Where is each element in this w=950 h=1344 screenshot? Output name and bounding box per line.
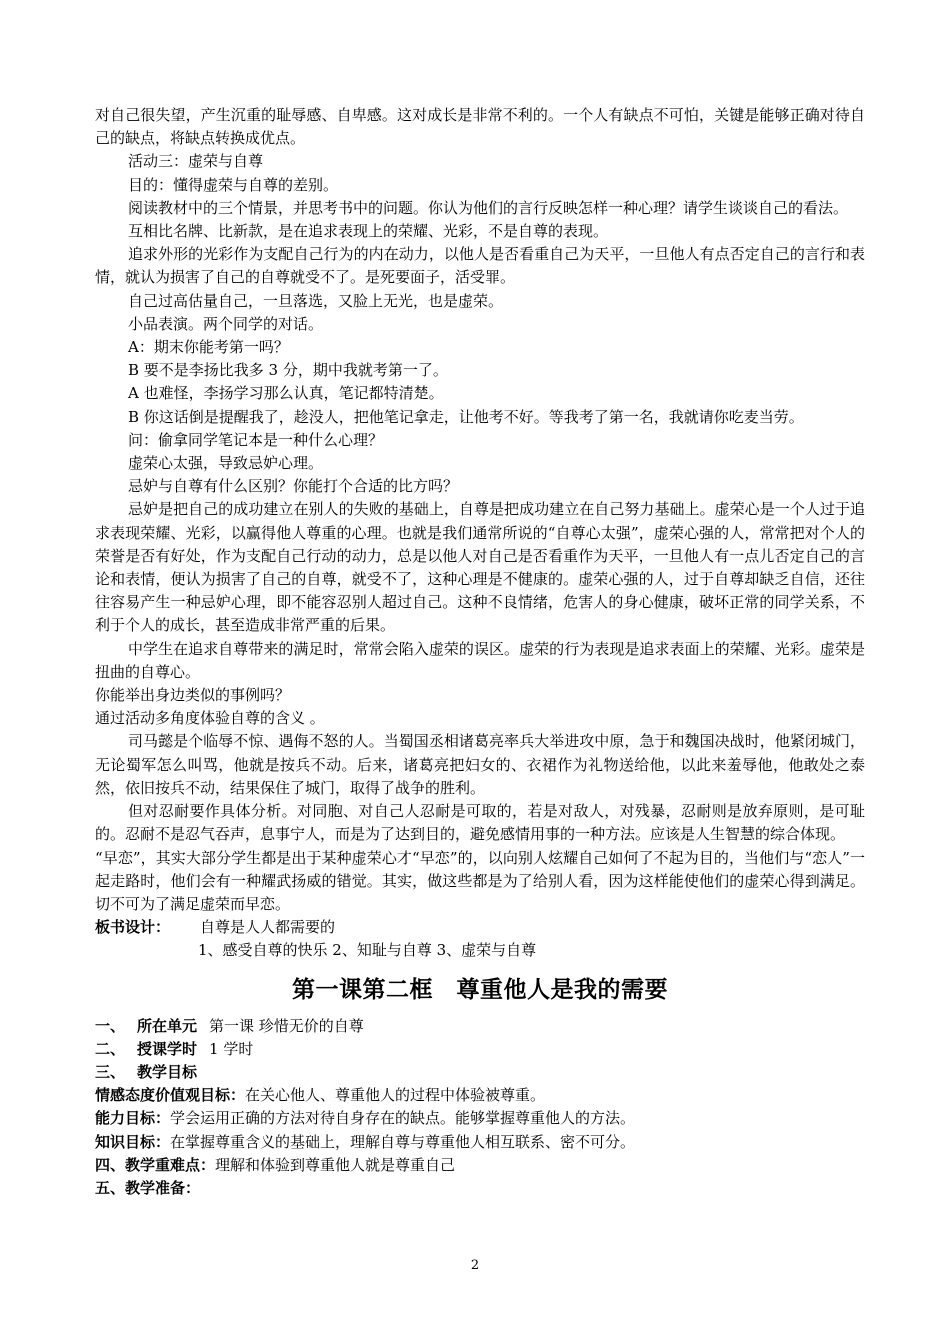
goal-value: 理解和体验到尊重他人就是尊重自己 [215,1155,456,1174]
goal-label: 能力目标： [95,1109,171,1128]
board-design-items: 1、感受自尊的快乐 2、知耻与自尊 3、虚荣与自尊 [198,941,537,960]
lesson-title: 第一课第二框 尊重他人是我的需要 [292,976,668,1003]
paragraph: 自己过高估量自己，一旦落选，又脸上无光，也是虚荣。 [128,291,504,310]
goal-label: 情感态度价值观目标： [95,1086,246,1105]
key-difficulty [95,1154,865,1177]
teaching-prep [95,1177,865,1200]
goal-value: 在掌握尊重含义的基础上，理解自尊与尊重他人相互联系、密不可分。 [170,1132,636,1151]
paragraph: 目的：懂得虚荣与自尊的差别。 [128,175,339,194]
board-design-label: 板书设计： [95,918,171,937]
dialogue-line: B 要不是李扬比我多 3 分，期中我就考第一了。 [128,361,448,380]
dialogue-line: A 也难怪，李扬学习那么认真，笔记都特清楚。 [128,384,444,403]
paragraph: 活动三：虚荣与自尊 [128,152,264,171]
board-design [95,916,865,939]
section-unit [95,1015,865,1038]
paragraph: 司马懿是个临辱不惊、遇侮不怒的人。当蜀国丞相诸葛亮率兵大举进攻中原，急于和魏国决战时，他紧闭城门，无论蜀军怎么叫骂，他就是按兵不动。后来，诸葛亮把妇女的、衣裙作为礼物送给他，以此来羞辱他，他敢处之泰然，依旧按兵不动，结果保住了城门，取得了战争的胜利。 [95,732,865,797]
paragraph: 小品表演。两个同学的对话。 [128,314,324,333]
dialogue-line: B 你这话倒是提醒我了，趁没人，把他笔记拿走，让他考不好。等我考了第一名，我就请你吃麦当劳。 [128,407,804,426]
paragraph: 忌妒与自尊有什么区别？你能打个合适的比方吗？ [128,477,459,496]
paragraph: 你能举出身边类似的事例吗？ [95,686,291,705]
paragraph: 问：偷拿同学笔记本是一种什么心理？ [128,430,384,449]
section-value: 第一课 珍惜无价的自尊 [209,1016,364,1035]
paragraph: 忌妒是把自己的成功建立在别人的失败的基础上，自尊是把成功建立在自己努力基础上。虚荣心是一个人过于追求表现荣耀、光彩，以赢得他人尊重的心理。也就是我们通常所说的“自尊心太强”，虚荣心强的人，常常把对个人的荣誉是否有好处，作为支配自己行动的动力，总是以他人对自己是否看重作为天平，一旦他人有一点儿否定自己的言论和表情，便认为损害了自己的自尊，就受不了，这种心理是不健康的。虚荣心强的人，过于自尊却缺乏自信，还往往容易产生一种忌妒心理，即不能容忍别人超过自己。这种不良情绪，危害人的身心健康，破坏正常的同学关系，不利于个人的成长，甚至造成非常严重的后果。 [95,500,865,635]
paragraph: 虚荣心太强，导致忌妒心理。 [128,454,324,473]
paragraph: 追求外形的光彩作为支配自己行为的内在动力，以他人是否看重自己为天平，一旦他人有点否定自己的言行和表情，就认为损害了自己的自尊就受不了。是死要面子，活受罪。 [95,245,865,287]
paragraph: 互相比名牌、比新款，是在追求表现上的荣耀、光彩，不是自尊的表现。 [128,222,609,241]
section-number: 三、 [95,1062,126,1081]
paragraph: 通过活动多角度体验自尊的含义 。 [95,709,325,728]
body-text [95,104,865,916]
paragraph: 中学生在追求自尊带来的满足时，常常会陷入虚荣的误区。虚荣的行为表现是追求表面上的荣耀、光彩。虚荣是扭曲的自尊心。 [95,639,865,681]
section-hours [95,1038,865,1061]
section-value: 1 学时 [209,1039,254,1058]
section-number: 一、 [95,1016,126,1035]
goal-emotion [95,1084,865,1107]
section-label: 教学目标 [137,1062,198,1081]
section-label: 授课学时 [137,1039,198,1058]
goal-label: 知识目标： [95,1132,171,1151]
goal-value: 在关心他人、尊重他人的过程中体验被尊重。 [245,1086,546,1105]
section-label: 所在单元 [137,1016,198,1035]
board-design-title: 自尊是人人都需要的 [200,918,336,937]
dialogue-line: A：期末你能考第一吗？ [128,338,289,357]
paragraph: “早恋”，其实大部分学生都是出于某种虚荣心才“早恋”的，以向别人炫耀自己如何了不起为目的，当他们与“恋人”一起走路时，他们会有一种耀武扬威的错觉。其实，做这些都是为了给别人看，因为这样能使他们的虚荣心得到满足。切不可为了满足虚荣而早恋。 [95,848,865,913]
page-number: 2 [470,1258,480,1273]
paragraph: 阅读教材中的三个情景，并思考书中的问题。你认为他们的言行反映怎样一种心理？请学生谈谈自己的看法。 [128,198,849,217]
goal-label: 四、教学重难点： [95,1155,216,1174]
section-number: 二、 [95,1039,126,1058]
goal-knowledge [95,1131,865,1154]
goal-value: 学会运用正确的方法对待自身存在的缺点。能够掌握尊重他人的方法。 [170,1109,636,1128]
paragraph: 但对忍耐要作具体分析。对同胞、对自己人忍耐是可取的，若是对敌人，对残暴，忍耐则是放弃原则，是可耻的。忍耐不是忍气吞声，息事宁人，而是为了达到目的，避免感情用事的一种方法。应该是人生智慧的综合体现。 [95,802,865,844]
paragraph: 对自己很失望，产生沉重的耻辱感、自卑感。这对成长是非常不利的。一个人有缺点不可怕，关键是能够正确对待自己的缺点，将缺点转换成优点。 [95,106,865,148]
goal-label: 五、教学准备： [95,1178,201,1197]
goal-ability [95,1107,865,1130]
document-page [95,104,865,1200]
section-goals [95,1061,865,1084]
